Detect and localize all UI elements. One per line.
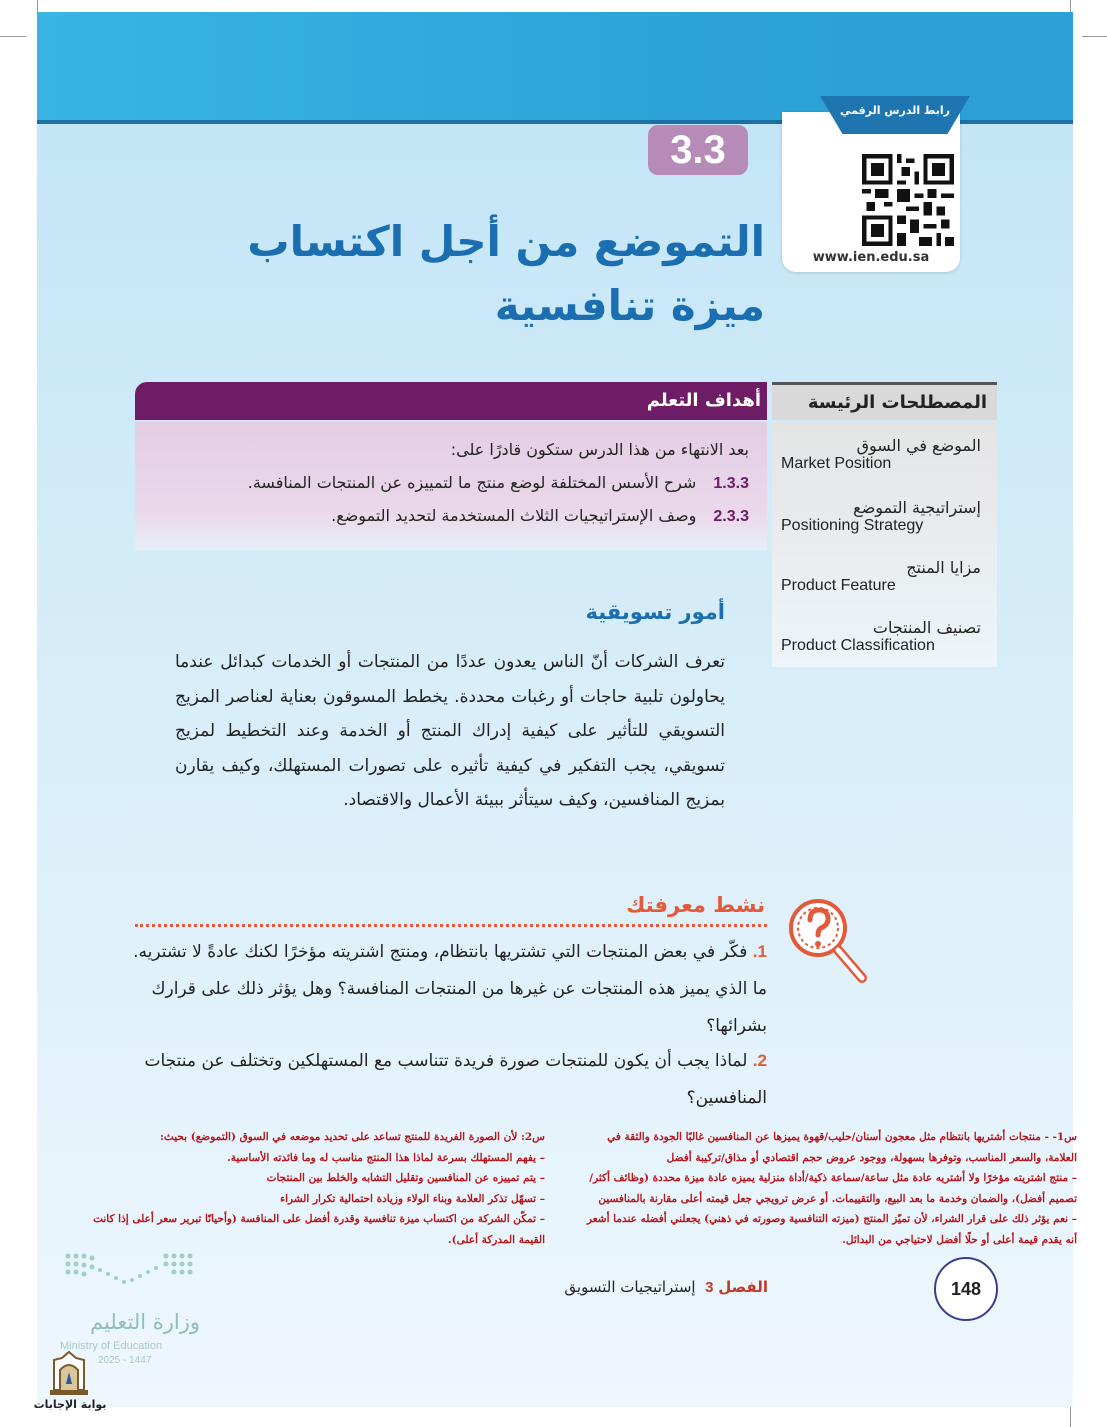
answers-portal-label[interactable]: بوابة الإجابات — [33, 1398, 107, 1411]
crop-mark — [37, 0, 38, 12]
objective-item — [149, 473, 749, 493]
chapter-label: الفصل — [718, 1278, 768, 1296]
dotted-divider — [135, 924, 767, 927]
ministry-year: 2025 - 1447 — [98, 1355, 152, 1366]
answer-line: – تمكّن الشركة من اكتساب ميزة تنافسية وقدرة أفضل على المنافسة (وأحيانًا تبرير سعر أعلى إذا كانت — [93, 1213, 545, 1225]
answers-portal-logo-icon[interactable] — [46, 1350, 92, 1398]
question-text: لماذا يجب أن يكون للمنتجات صورة فريدة تتناسب مع المستهلكين وتختلف عن منتجات المنافسين؟ — [144, 1051, 767, 1108]
title-line-2: ميزة تنافسية — [494, 281, 765, 330]
objective-text: وصف الإستراتيجيات الثلاث المستخدمة لتحديد التموضع. — [331, 506, 697, 525]
objectives-intro: بعد الانتهاء من هذا الدرس ستكون قادرًا على: — [450, 440, 749, 459]
key-terms-heading: المصطلحات الرئيسة — [772, 382, 997, 420]
chapter-title: إستراتيجيات التسويق — [564, 1278, 696, 1296]
term-english: Product Classification — [781, 637, 935, 654]
answer-line: القيمة المدركة أعلى). — [447, 1233, 545, 1246]
answer-line: – يتم تمييزه عن المنافسين وتقليل التشابه والخلط بين المنتجات — [266, 1172, 545, 1184]
chapter-number: 3 — [705, 1279, 714, 1296]
question-number: 2. — [752, 1051, 767, 1070]
question-number: 1. — [752, 942, 767, 961]
answer-line: – نعم يؤثر ذلك على قرار الشراء، لأن تميّز المنتج (ميزته التنافسية وصورته في ذهني) يجعلني أفضله عندما أشعر — [586, 1213, 1077, 1225]
marketing-heading: أمور تسويقية — [585, 600, 725, 624]
term-item — [781, 436, 981, 473]
marketing-paragraph: تعرف الشركات أنّ الناس يعدون عددًا من المنتجات أو الخدمات كبدائل عندما يحاولون تلبية حاجات أو رغبات محددة. يخطط المسوقون بعناية لعناصر المزيج التسويقي للتأثير على كيفية إدراك المنتج أو الخدمة وعند التخطيط لمزيج تسويقي، يجب التفكير في كيفية تأثيره على تصورات المستهلك، وكيف يقارن بمزيج المنافسين، وكيف سيتأثر ببيئة الأعمال والاقتصاد. — [175, 652, 725, 810]
key-terms-panel — [772, 422, 997, 667]
crop-mark — [1082, 36, 1107, 37]
term-english: Product Feature — [781, 577, 896, 594]
objectives-heading: أهداف التعلم — [135, 382, 767, 420]
lesson-title — [240, 210, 765, 338]
answer-block-1 — [572, 1127, 1077, 1250]
answer-line: س1- - منتجات أشتريها بانتظام مثل معجون أسنان/حليب/قهوة يميزها عن المنافسين غالبًا الجودة والثقة في — [607, 1131, 1077, 1143]
qr-code-icon[interactable] — [862, 154, 954, 246]
objective-number: 2.3.3 — [713, 508, 749, 525]
question-magnifier-icon — [782, 892, 874, 988]
answer-line: العلامة، والسعر المناسب، وتوفرها بسهولة، ووجود عروض حجم اقتصادي أو مذاق/تركيبة أفضل — [666, 1151, 1077, 1164]
answer-block-2 — [55, 1127, 545, 1250]
answer-line: أنه يقدم قيمة أعلى أو حلًا أفضل لاحتياجي من البدائل. — [842, 1233, 1077, 1246]
term-arabic: إستراتيجية التموضع — [853, 498, 981, 517]
ministry-name-english: Ministry of Education — [60, 1340, 163, 1352]
term-english: Positioning Strategy — [781, 517, 924, 534]
term-arabic: الموضع في السوق — [856, 436, 981, 455]
answer-line: – يفهم المستهلك بسرعة لماذا هذا المنتج مناسب له وما فائدته الأساسية. — [227, 1151, 545, 1164]
activate-knowledge-heading: نشط معرفتك — [626, 893, 765, 917]
objectives-panel — [135, 422, 767, 550]
qr-label: رابط الدرس الرقمي — [840, 104, 950, 117]
crop-mark — [0, 36, 26, 37]
chapter-footer — [480, 1278, 768, 1296]
objective-item — [149, 506, 749, 526]
question-item — [132, 1042, 767, 1117]
objective-number: 1.3.3 — [713, 475, 749, 492]
lesson-url[interactable]: www.ien.edu.sa — [812, 250, 930, 265]
objective-text: شرح الأسس المختلفة لوضع منتج ما لتمييزه عن المنتجات المنافسة. — [247, 473, 697, 492]
term-arabic: تصنيف المنتجات — [872, 618, 981, 637]
answer-line: – تسهّل تذكر العلامة وبناء الولاء وزيادة احتمالية تكرار الشراء — [280, 1192, 545, 1205]
question-item — [132, 933, 767, 1045]
question-text: فكّر في بعض المنتجات التي تشتريها بانتظام، ومنتج اشتريته مؤخرًا لكنك عادةً لا تشتريه. ما الذي يميز هذه المنتجات عن غيرها من المنتجات المنافسة؟ وهل يؤثر ذلك على قرارك بشرائها؟ — [133, 942, 767, 1036]
term-english: Market Position — [781, 455, 892, 472]
ministry-logo-icon — [62, 1250, 198, 1298]
term-arabic: مزايا المنتج — [906, 558, 981, 577]
answer-line: س2: لأن الصورة الفريدة للمنتج تساعد على تحديد موضعه في السوق (التموضع) بحيث: — [160, 1131, 545, 1143]
answer-line: – منتج اشتريته مؤخرًا ولا أشتريه عادة مثل ساعة/سماعة ذكية/أداة منزلية يميزه عادة ميزة محددة (وظائف أكثر/ — [589, 1172, 1077, 1184]
term-item — [781, 498, 981, 535]
page-number: 148 — [934, 1257, 998, 1321]
term-item — [781, 618, 981, 655]
lesson-number-badge: 3.3 — [648, 125, 748, 175]
term-item — [781, 558, 981, 595]
title-line-1: التموضع من أجل اكتساب — [247, 217, 765, 266]
answer-line: تصميم أفضل)، والضمان وخدمة ما بعد البيع، والتقييمات. أو عرض ترويجي جعل قيمته أعلى مقارنة بالمنافسين — [598, 1192, 1077, 1205]
ministry-name-arabic: وزارة التعليم — [90, 1310, 200, 1334]
